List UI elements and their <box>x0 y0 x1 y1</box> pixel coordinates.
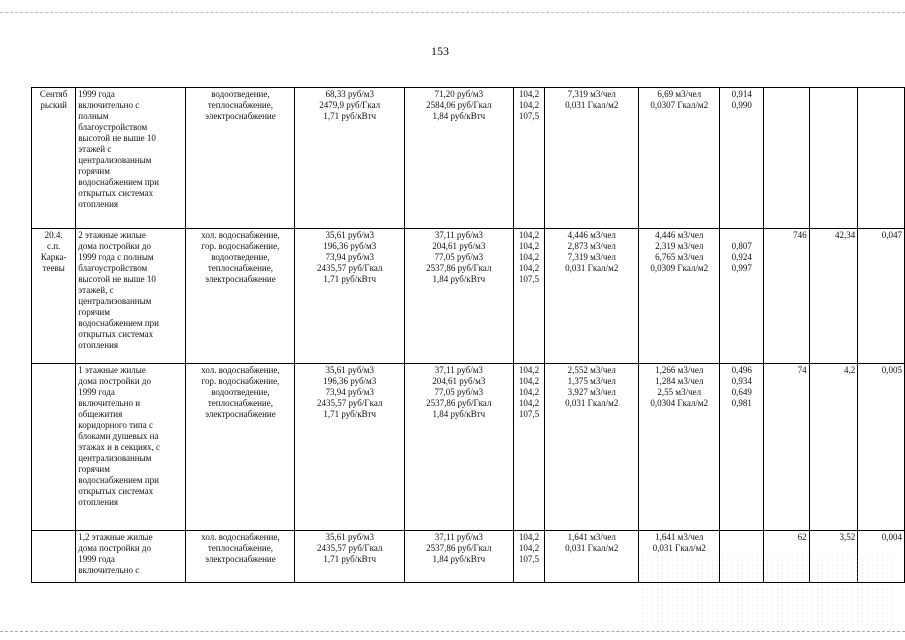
value-a-cell: 62 <box>764 531 809 583</box>
coefficient-cell: 0,914 0,990 <box>720 88 764 229</box>
tariff-2-cell: 37,11 руб/м3 204,61 руб/м3 77,05 руб/м3 2537,86 руб/Гкал 1,84 руб/кВтч <box>405 364 514 531</box>
index-cell: 104,2 104,2 104,2 104,2 107,5 <box>513 364 545 531</box>
location-cell <box>32 364 76 531</box>
value-b-cell <box>809 88 858 229</box>
tariff-2-cell: 37,11 руб/м3 2537,86 руб/Гкал 1,84 руб/кВтч <box>405 531 514 583</box>
value-b-cell: 4,2 <box>809 364 858 531</box>
page-number: 153 <box>431 44 449 58</box>
value-a-cell: 74 <box>764 364 809 531</box>
value-c-cell: 0,004 <box>858 531 905 583</box>
tariff-1-cell: 35,61 руб/м3 196,36 руб/м3 73,94 руб/м3 2435,57 руб/Гкал 1,71 руб/кВтч <box>295 364 405 531</box>
tariff-1-cell: 35,61 руб/м3 196,36 руб/м3 73,94 руб/м3 2435,57 руб/Гкал 1,71 руб/кВтч <box>295 229 405 364</box>
table-row <box>32 364 905 531</box>
tariff-1-cell: 35,61 руб/м3 2435,57 руб/Гкал 1,71 руб/кВтч <box>295 531 405 583</box>
services-cell: хол. водоснабжение, гор. водоснабжение, водоотведение, теплоснабжение, электроснабжение <box>186 364 295 531</box>
tariff-table <box>31 87 905 583</box>
index-cell: 104,2 104,2 107,5 <box>513 531 545 583</box>
table-row <box>32 88 905 229</box>
norm-2-cell: 6,69 м3/чел 0,0307 Гкал/м2 <box>639 88 720 229</box>
norm-2-cell: 1,641 м3/чел 0,031 Гкал/м2 <box>639 531 720 583</box>
tariff-2-cell: 71,20 руб/м3 2584,06 руб/Гкал 1,84 руб/кВтч <box>405 88 514 229</box>
building-type-cell: 2 этажные жилые дома постройки до 1999 года с полным благоустройством высотой не выше 10 этажей, с централизованным горячим водоснабжением при открытых системах отопления <box>76 229 186 364</box>
norm-1-cell: 7,319 м3/чел 0,031 Гкал/м2 <box>545 88 639 229</box>
coefficient-cell: 0,807 0,924 0,997 <box>720 229 764 364</box>
coefficient-cell: 0,496 0,934 0,649 0,981 <box>720 364 764 531</box>
location-cell: 20.4. с.п. Карка- теевы <box>32 229 76 364</box>
tariff-1-cell: 68,33 руб/м3 2479,9 руб/Гкал 1,71 руб/кВтч <box>295 88 405 229</box>
tariff-2-cell: 37,11 руб/м3 204,61 руб/м3 77,05 руб/м3 2537,86 руб/Гкал 1,84 руб/кВтч <box>405 229 514 364</box>
norm-1-cell: 4,446 м3/чел 2,873 м3/чел 7,319 м3/чел 0,031 Гкал/м2 <box>545 229 639 364</box>
value-b-cell: 42,34 <box>809 229 858 364</box>
location-cell: Сентяб рьский <box>32 88 76 229</box>
scan-edge-top <box>0 12 905 14</box>
scan-edge-bottom <box>0 631 905 633</box>
value-c-cell: 0,047 <box>858 229 905 364</box>
norm-1-cell: 1,641 м3/чел 0,031 Гкал/м2 <box>545 531 639 583</box>
value-a-cell: 746 <box>764 229 809 364</box>
value-c-cell: 0,005 <box>858 364 905 531</box>
location-cell <box>32 531 76 583</box>
norm-1-cell: 2,552 м3/чел 1,375 м3/чел 3,927 м3/чел 0,031 Гкал/м2 <box>545 364 639 531</box>
services-cell: хол. водоснабжение, гор. водоснабжение, водоотведение, теплоснабжение, электроснабжение <box>186 229 295 364</box>
services-cell: хол. водоснабжение, теплоснабжение, электроснабжение <box>186 531 295 583</box>
scan-noise <box>640 555 895 625</box>
norm-2-cell: 4,446 м3/чел 2,319 м3/чел 6,765 м3/чел 0,0309 Гкал/м2 <box>639 229 720 364</box>
building-type-cell: 1999 года включительно с полным благоустройством высотой не выше 10 этажей с централизованным горячим водоснабжением при открытых системах отопления <box>76 88 186 229</box>
index-cell: 104,2 104,2 107,5 <box>513 88 545 229</box>
norm-2-cell: 1,266 м3/чел 1,284 м3/чел 2,55 м3/чел 0,0304 Гкал/м2 <box>639 364 720 531</box>
value-a-cell <box>764 88 809 229</box>
index-cell: 104,2 104,2 104,2 104,2 107,5 <box>513 229 545 364</box>
table-row <box>32 229 905 364</box>
building-type-cell: 1 этажные жилые дома постройки до 1999 года включительно и общежития коридорного типа с блоками душевых на этажах и в секциях, с централизованным горячим водоснабжением при открытых системах отопления <box>76 364 186 531</box>
value-b-cell: 3,52 <box>809 531 858 583</box>
services-cell: водоотведение, теплоснабжение, электроснабжение <box>186 88 295 229</box>
building-type-cell: 1,2 этажные жилые дома постройки до 1999 года включительно с <box>76 531 186 583</box>
value-c-cell <box>858 88 905 229</box>
